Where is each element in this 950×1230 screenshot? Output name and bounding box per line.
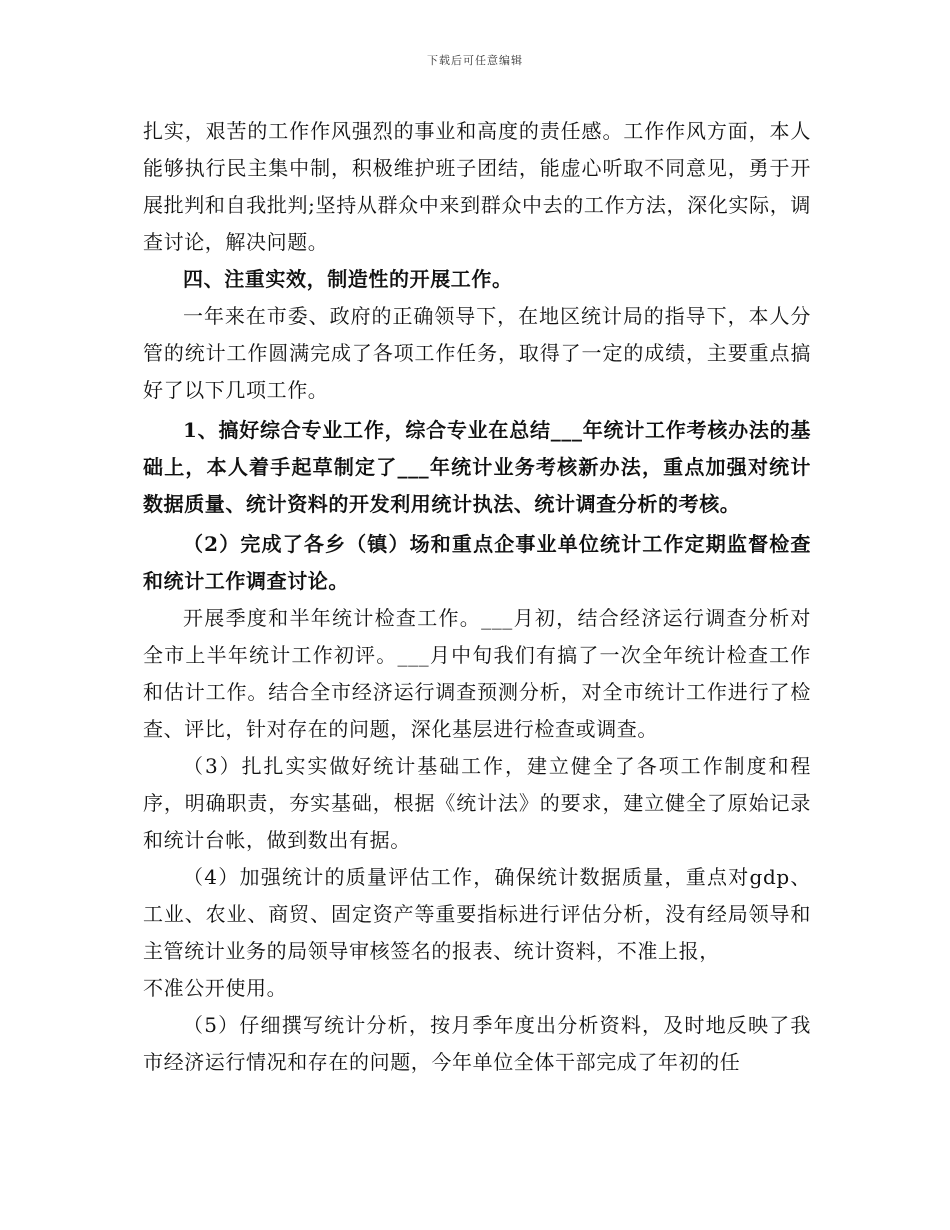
paragraph-work-style: 扎实，艰苦的工作作风强烈的事业和高度的责任感。工作作风方面，本人能够执行民主集中制，积极维护班子团结，能虚心听取不同意见，勇于开展批判和自我批判;坚持从群众中来到群众中去的工作方法，深化实际，调查讨论，解决问题。: [143, 119, 811, 254]
paragraph-item-4-end: 不准公开使用。: [143, 976, 288, 1000]
document-body: [143, 113, 811, 1081]
section-heading-four: 四、注重实效，制造性的开展工作。: [183, 267, 513, 291]
paragraph-item-5: （5）仔细撰写统计分析，按月季年度出分析资料，及时地反映了我市经济运行情况和存在的问题，今年单位全体干部完成了年初的任: [143, 1013, 811, 1074]
page-header: 下载后可任意编辑: [427, 54, 523, 67]
paragraph-item-1: 1、搞好综合专业工作，综合专业在总结___年统计工作考核办法的基础上，本人着手起草制定了___年统计业务考核新办法，重点加强对统计数据质量、统计资料的开发利用统计执法、统计调查分析的考核。: [143, 418, 811, 516]
paragraph-inspection: 开展季度和半年统计检查工作。___月初，结合经济运行调查分析对全市上半年统计工作初评。___月中旬我们有搞了一次全年统计检查工作和估计工作。结合全市经济运行调查预测分析，对全市统计工作进行了检查、评比，针对存在的问题，深化基层进行检查或调查。: [143, 606, 811, 741]
paragraph-year-summary: 一年来在市委、政府的正确领导下，在地区统计局的指导下，本人分管的统计工作圆满完成了各项工作任务，取得了一定的成绩，主要重点搞好了以下几项工作。: [143, 304, 811, 402]
paragraph-item-2: （2）完成了各乡（镇）场和重点企事业单位统计工作定期监督检查和统计工作调查讨论。: [143, 532, 811, 593]
paragraph-item-3: （3）扎扎实实做好统计基础工作，建立健全了各项工作制度和程序，明确职责，夯实基础，根据《统计法》的要求，建立健全了原始记录和统计台帐，做到数出有据。: [143, 754, 811, 852]
paragraph-item-4: （4）加强统计的质量评估工作，确保统计数据质量，重点对gdp、工业、农业、商贸、固定资产等重要指标进行评估分析，没有经局领导和主管统计业务的局领导审核签名的报表、统计资料，不准上报，: [143, 865, 811, 963]
